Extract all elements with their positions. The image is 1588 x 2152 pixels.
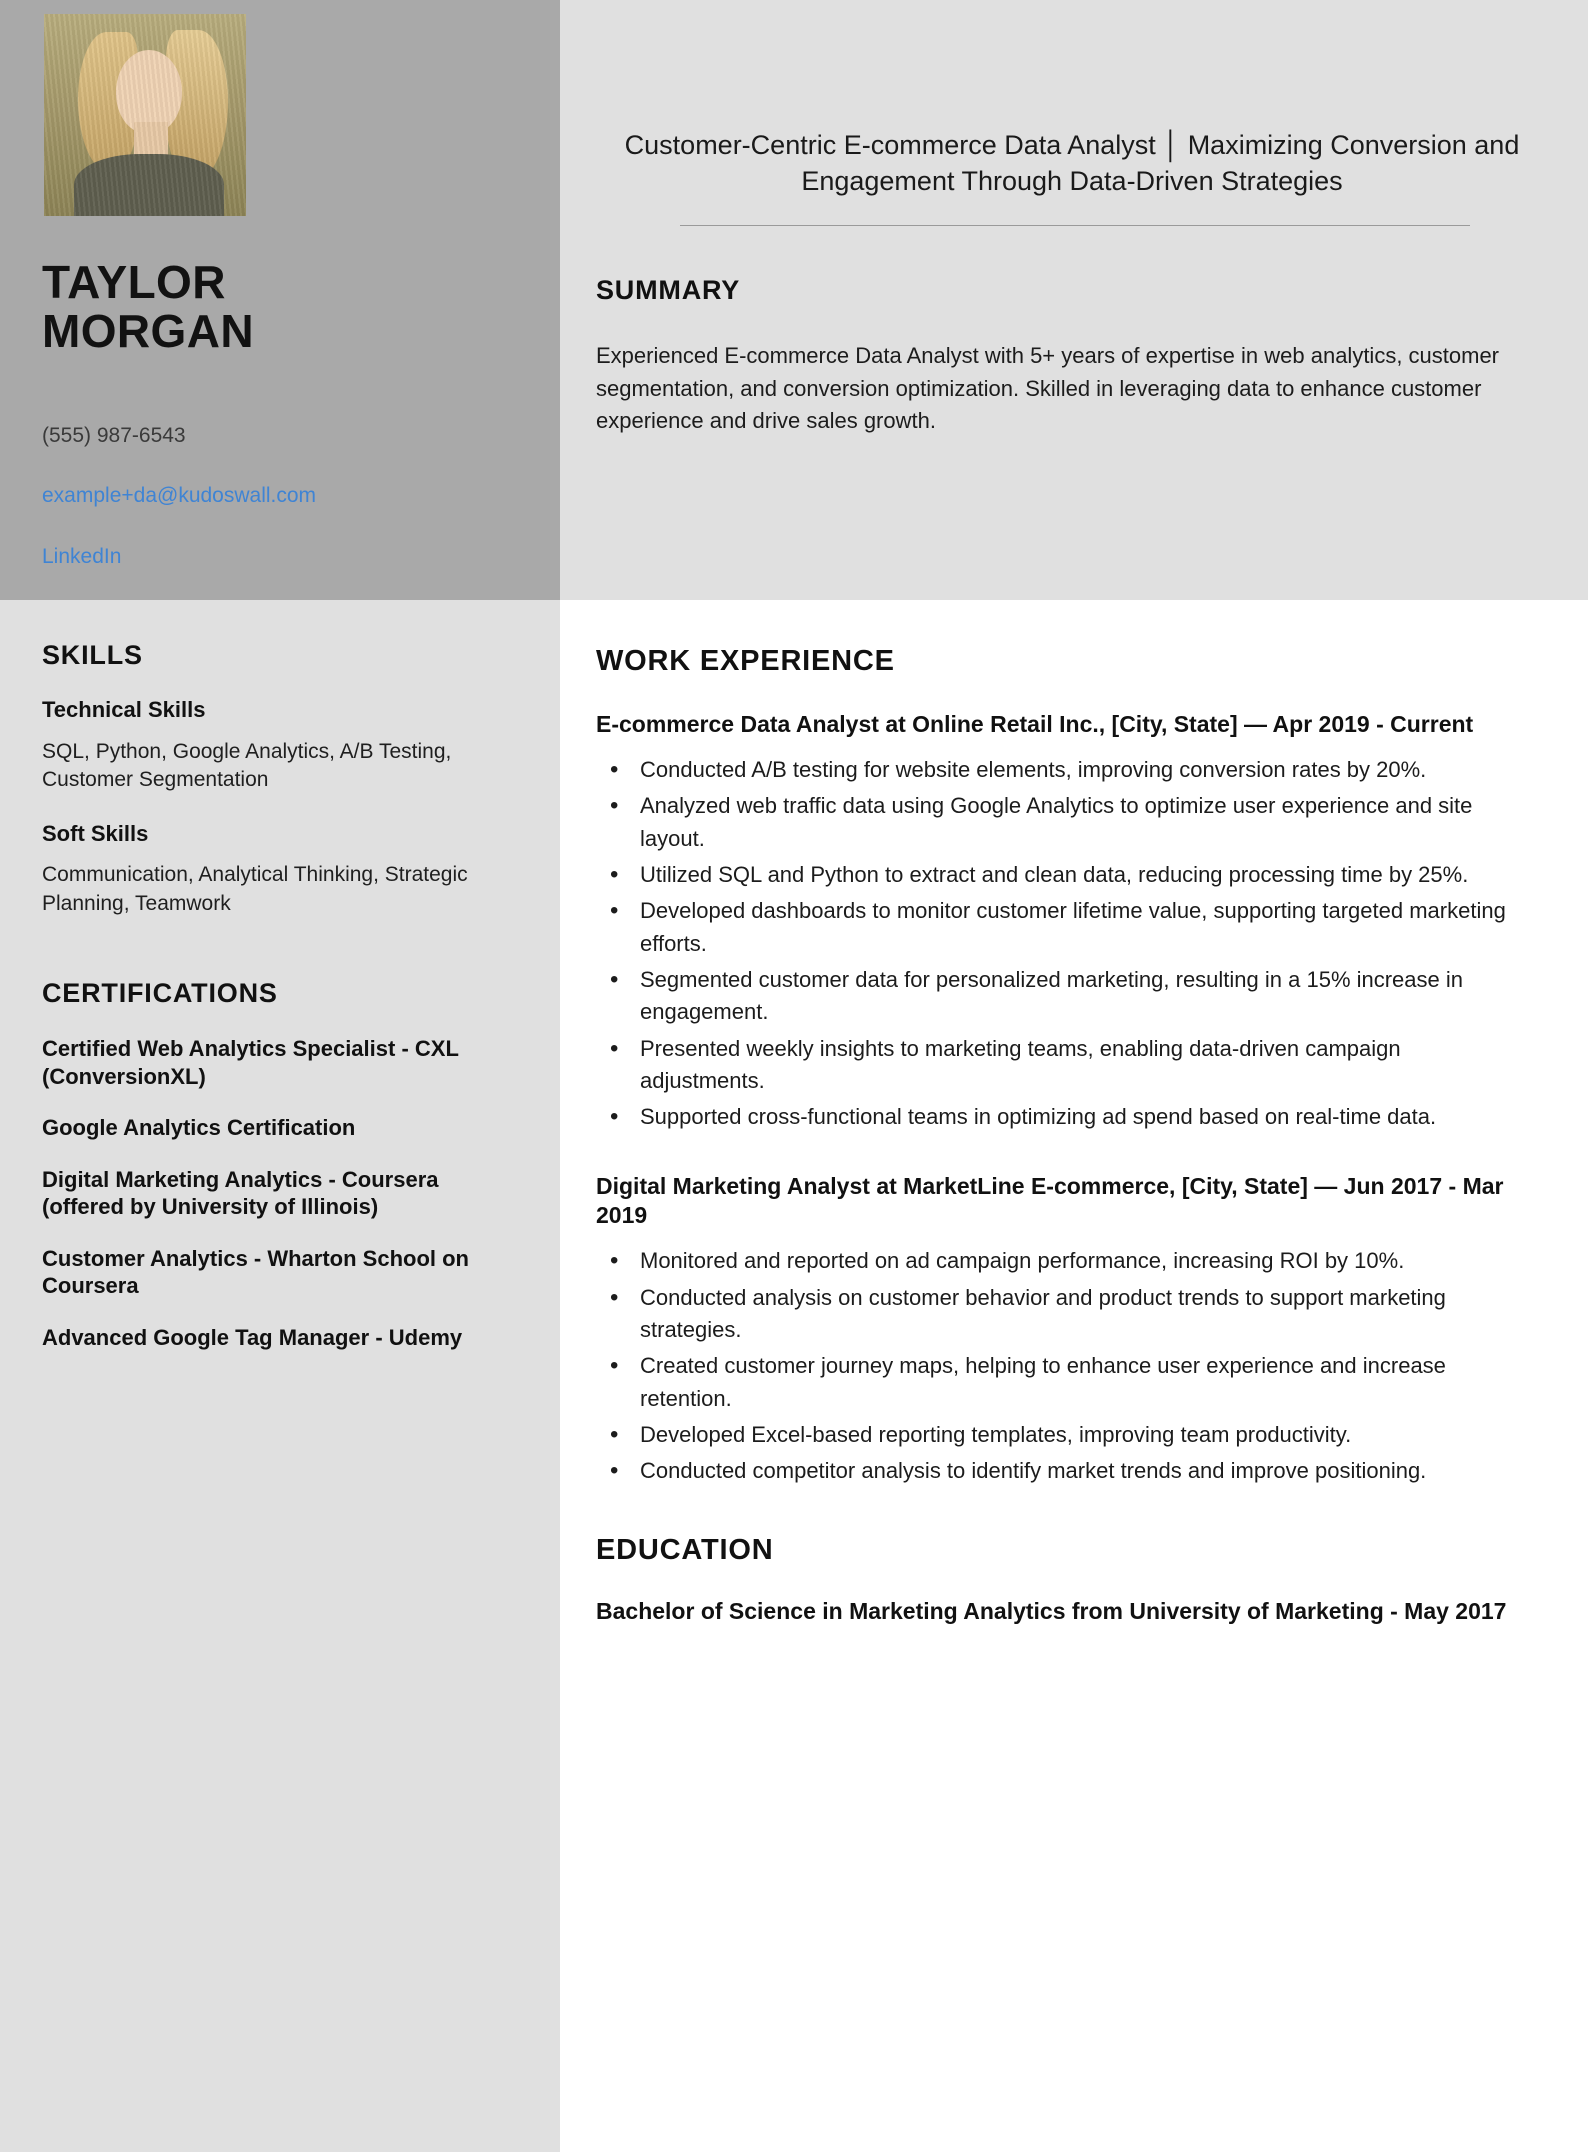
job-bullet: • Created customer journey maps, helping to enhance user experience and increase retention. <box>596 1350 1526 1415</box>
skills-group-label-soft: Soft Skills <box>42 820 149 846</box>
work-experience-heading: WORK EXPERIENCE <box>596 645 895 677</box>
summary-heading: SUMMARY <box>596 275 741 305</box>
job-title: E-commerce Data Analyst at Online Retail Inc., [City, State] — Apr 2019 - Current <box>596 711 1474 737</box>
job-bullet: • Developed dashboards to monitor customer lifetime value, supporting targeted marketing efforts. <box>596 895 1526 960</box>
headline: Customer-Centric E-commerce Data Analyst │ Maximizing Conversion and Engagement Through Data-Driven Strategies <box>624 130 1520 196</box>
section-spacer <box>42 944 520 978</box>
job-bullet: • Segmented customer data for personalized marketing, resulting in a 15% increase in engagement. <box>596 964 1526 1029</box>
job-bullet: • Monitored and reported on ad campaign performance, increasing ROI by 10%. <box>596 1245 1526 1277</box>
first-name: TAYLOR <box>42 256 226 308</box>
job-bullet: • Analyzed web traffic data using Google Analytics to optimize user experience and site layout. <box>596 790 1526 855</box>
headline-divider <box>680 225 1470 226</box>
skills-heading: SKILLS <box>42 640 143 670</box>
job-bullets <box>596 754 1526 1134</box>
job-title: Digital Marketing Analyst at MarketLine E-commerce, [City, State] — Jun 2017 - Mar 2019 <box>596 1172 1504 1229</box>
photo-shirt <box>74 154 224 216</box>
contact-linkedin-link[interactable]: LinkedIn <box>42 545 122 568</box>
education-heading: EDUCATION <box>596 1533 774 1566</box>
contact-email-link[interactable]: example+da@kudoswall.com <box>42 484 317 507</box>
certification-item: Customer Analytics - Wharton School on Coursera <box>42 1245 469 1299</box>
certification-item: Google Analytics Certification <box>42 1115 356 1141</box>
job-bullet: • Developed Excel-based reporting templates, improving team productivity. <box>596 1419 1526 1451</box>
job-bullet: • Conducted analysis on customer behavior and product trends to support marketing strategies. <box>596 1282 1526 1347</box>
job-bullet: • Conducted competitor analysis to identify market trends and improve positioning. <box>596 1455 1526 1487</box>
skills-group-label-technical: Technical Skills <box>42 697 206 722</box>
job-bullet: • Conducted A/B testing for website elements, improving conversion rates by 20%. <box>596 754 1526 786</box>
job-bullets <box>596 1245 1526 1487</box>
certification-item: Digital Marketing Analytics - Coursera (offered by University of Illinois) <box>42 1166 439 1220</box>
candidate-name <box>42 258 522 356</box>
contact-phone: (555) 987-6543 <box>42 424 186 447</box>
skills-group-text-soft: Communication, Analytical Thinking, Strategic Planning, Teamwork <box>42 863 468 915</box>
skills-group-text-technical: SQL, Python, Google Analytics, A/B Testing, Customer Segmentation <box>42 739 452 792</box>
job-bullet: • Supported cross-functional teams in optimizing ad spend based on real-time data. <box>596 1101 1526 1133</box>
job-bullet: • Presented weekly insights to marketing teams, enabling data-driven campaign adjustments. <box>596 1033 1526 1098</box>
certification-item: Advanced Google Tag Manager - Udemy <box>42 1324 463 1350</box>
certification-item: Certified Web Analytics Specialist - CXL (ConversionXL) <box>42 1036 459 1089</box>
education-item: Bachelor of Science in Marketing Analytics from University of Marketing - May 2017 <box>596 1597 1507 1624</box>
certifications-heading: CERTIFICATIONS <box>42 978 278 1009</box>
last-name: MORGAN <box>42 305 254 358</box>
summary-text: Experienced E-commerce Data Analyst with 5+ years of expertise in web analytics, customer segmentation, and conversion optimization. Skilled in leveraging data to enhance customer experience and drive sales growth. <box>596 343 1500 434</box>
sidebar-sections <box>42 640 520 1375</box>
profile-photo <box>44 14 246 216</box>
main-sections <box>596 645 1526 1626</box>
job-bullet: • Utilized SQL and Python to extract and clean data, reducing processing time by 25%. <box>596 859 1526 891</box>
